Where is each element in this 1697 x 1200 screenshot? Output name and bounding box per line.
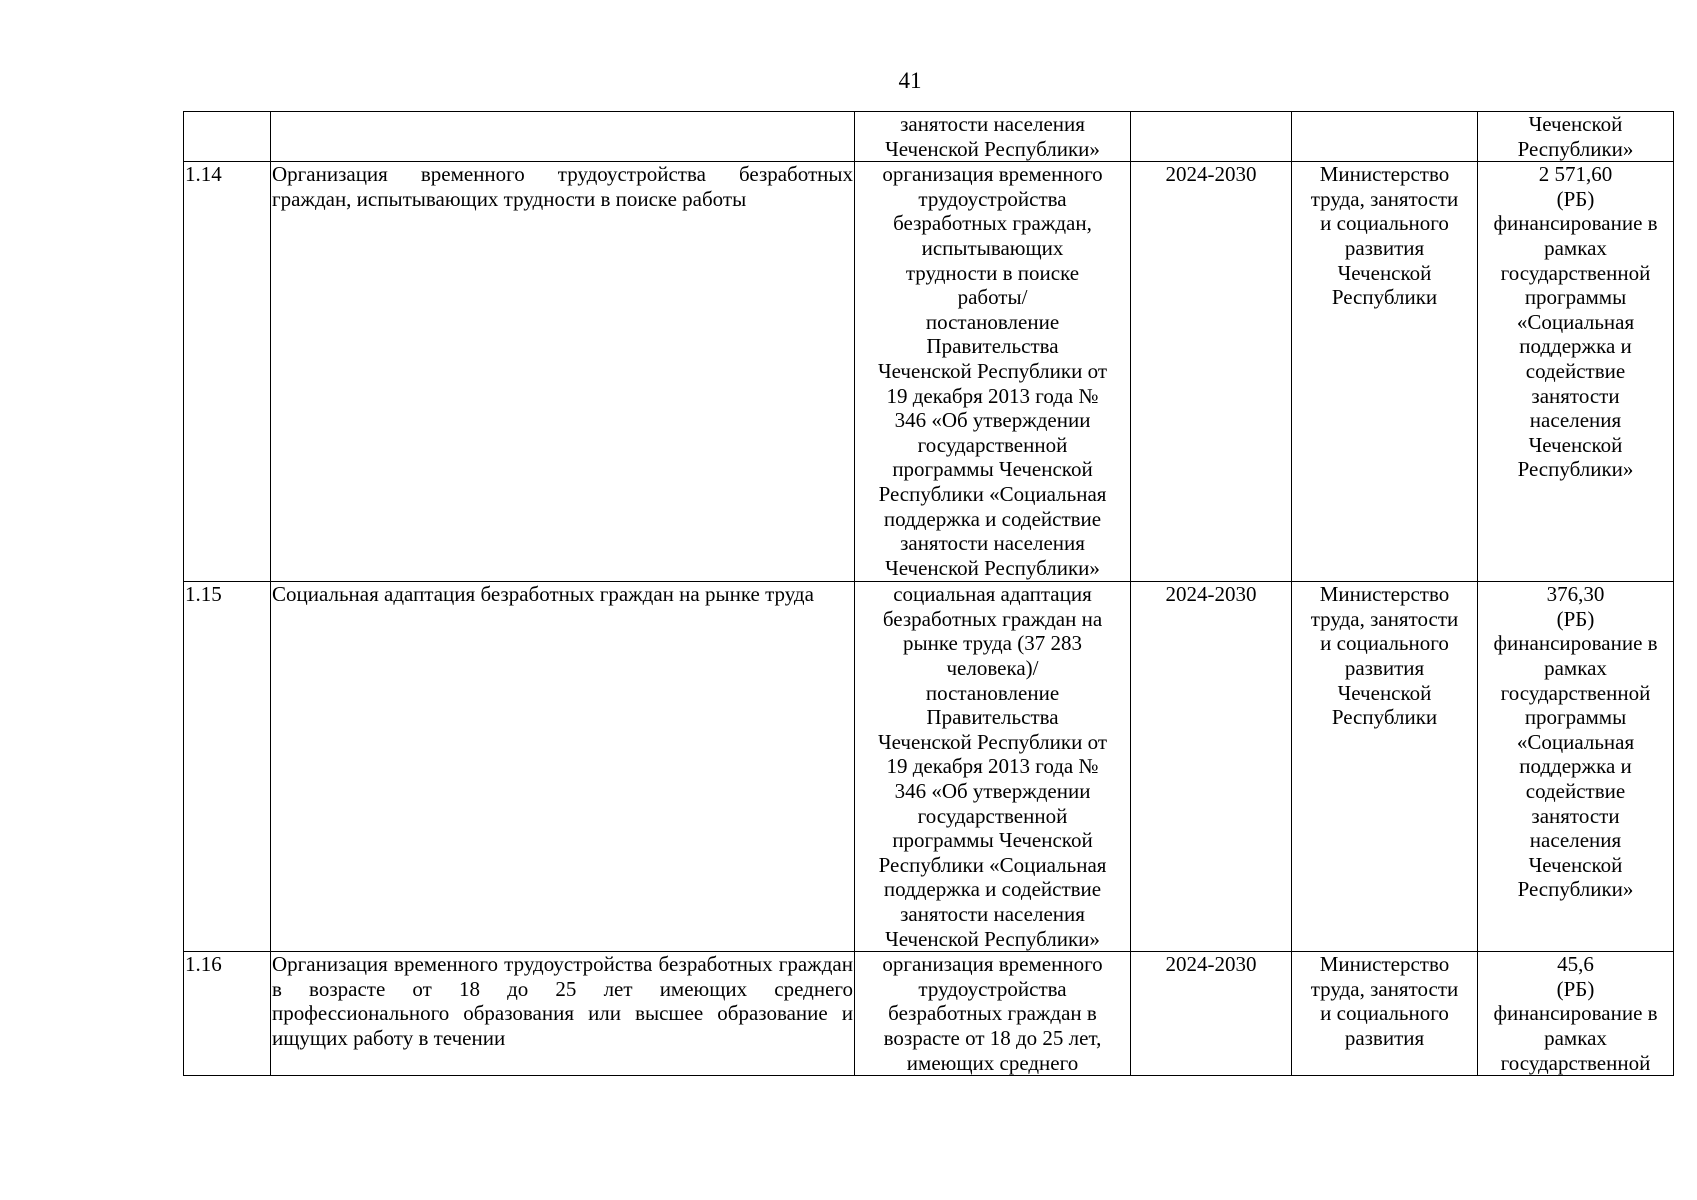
row-number-cell: 1.16	[184, 952, 271, 1076]
funding-cell	[1478, 952, 1674, 1076]
row-number-cell	[184, 112, 271, 162]
result-cell	[855, 582, 1131, 952]
period-cell: 2024-2030	[1131, 582, 1292, 952]
measures-table	[183, 111, 1674, 1076]
page-number: 41	[898, 68, 922, 93]
funding-cell	[1478, 162, 1674, 582]
funding-text: 45,6 (РБ) финансирование в рамках государственной	[1493, 952, 1658, 1075]
measure-name-cell: Организация временного трудоустройства безработных граждан, испытывающих трудности в поиске работы	[271, 162, 855, 582]
result-cell	[855, 162, 1131, 582]
period-cell: 2024-2030	[1131, 952, 1292, 1076]
result-text: организация временного трудоустройства безработных граждан, испытывающих трудности в поиске работы/ постановление Правительства Чеченской Республики от 19 декабря 2013 года № 346 «Об утверждении государственной программы Чеченской Республики «Социальная поддержка и содействие занятости населения Чеченской Республики»	[877, 162, 1107, 580]
result-text: организация временного трудоустройства безработных граждан в возрасте от 18 до 25 лет, имеющих среднего	[882, 952, 1103, 1075]
executor-cell	[1292, 952, 1478, 1076]
result-cell	[855, 112, 1131, 162]
result-text: социальная адаптация безработных граждан на рынке труда (37 283 человека)/ постановление Правительства Чеченской Республики от 19 декабря 2013 года № 346 «Об утверждении государственной программы Чеченской Республики «Социальная поддержка и содействие занятости населения Чеченской Республики»	[877, 582, 1107, 951]
funding-text: 2 571,60 (РБ) финансирование в рамках государственной программы «Социальная поддержка и содействие занятости населения Чеченской Республики»	[1493, 162, 1658, 482]
table-row-continuation	[184, 112, 1674, 162]
executor-cell	[1292, 582, 1478, 952]
measure-name-cell: Социальная адаптация безработных граждан на рынке труда	[271, 582, 855, 952]
period-cell	[1131, 112, 1292, 162]
executor-text: Министерство труда, занятости и социального развития	[1310, 952, 1459, 1050]
table-row-1-16	[184, 952, 1674, 1076]
period-cell: 2024-2030	[1131, 162, 1292, 582]
row-number-cell: 1.14	[184, 162, 271, 582]
result-text: занятости населения Чеченской Республики»	[885, 112, 1100, 161]
measure-name-cell: Организация временного трудоустройства безработных граждан в возрасте от 18 до 25 лет имеющих среднего профессионального образования или высшее образование и ищущих работу в течении	[271, 952, 855, 1076]
funding-text: 376,30 (РБ) финансирование в рамках государственной программы «Социальная поддержка и содействие занятости населения Чеченской Республики»	[1493, 582, 1658, 902]
funding-cell	[1478, 582, 1674, 952]
executor-text: Министерство труда, занятости и социального развития Чеченской Республики	[1310, 162, 1459, 310]
row-number-cell: 1.15	[184, 582, 271, 952]
executor-cell	[1292, 162, 1478, 582]
executor-cell	[1292, 112, 1478, 162]
funding-text: Чеченской Республики»	[1517, 112, 1634, 161]
executor-text: Министерство труда, занятости и социального развития Чеченской Республики	[1310, 582, 1459, 730]
table-row-1-14	[184, 162, 1674, 582]
result-cell	[855, 952, 1131, 1076]
funding-cell	[1478, 112, 1674, 162]
measure-name-cell	[271, 112, 855, 162]
table-row-1-15	[184, 582, 1674, 952]
